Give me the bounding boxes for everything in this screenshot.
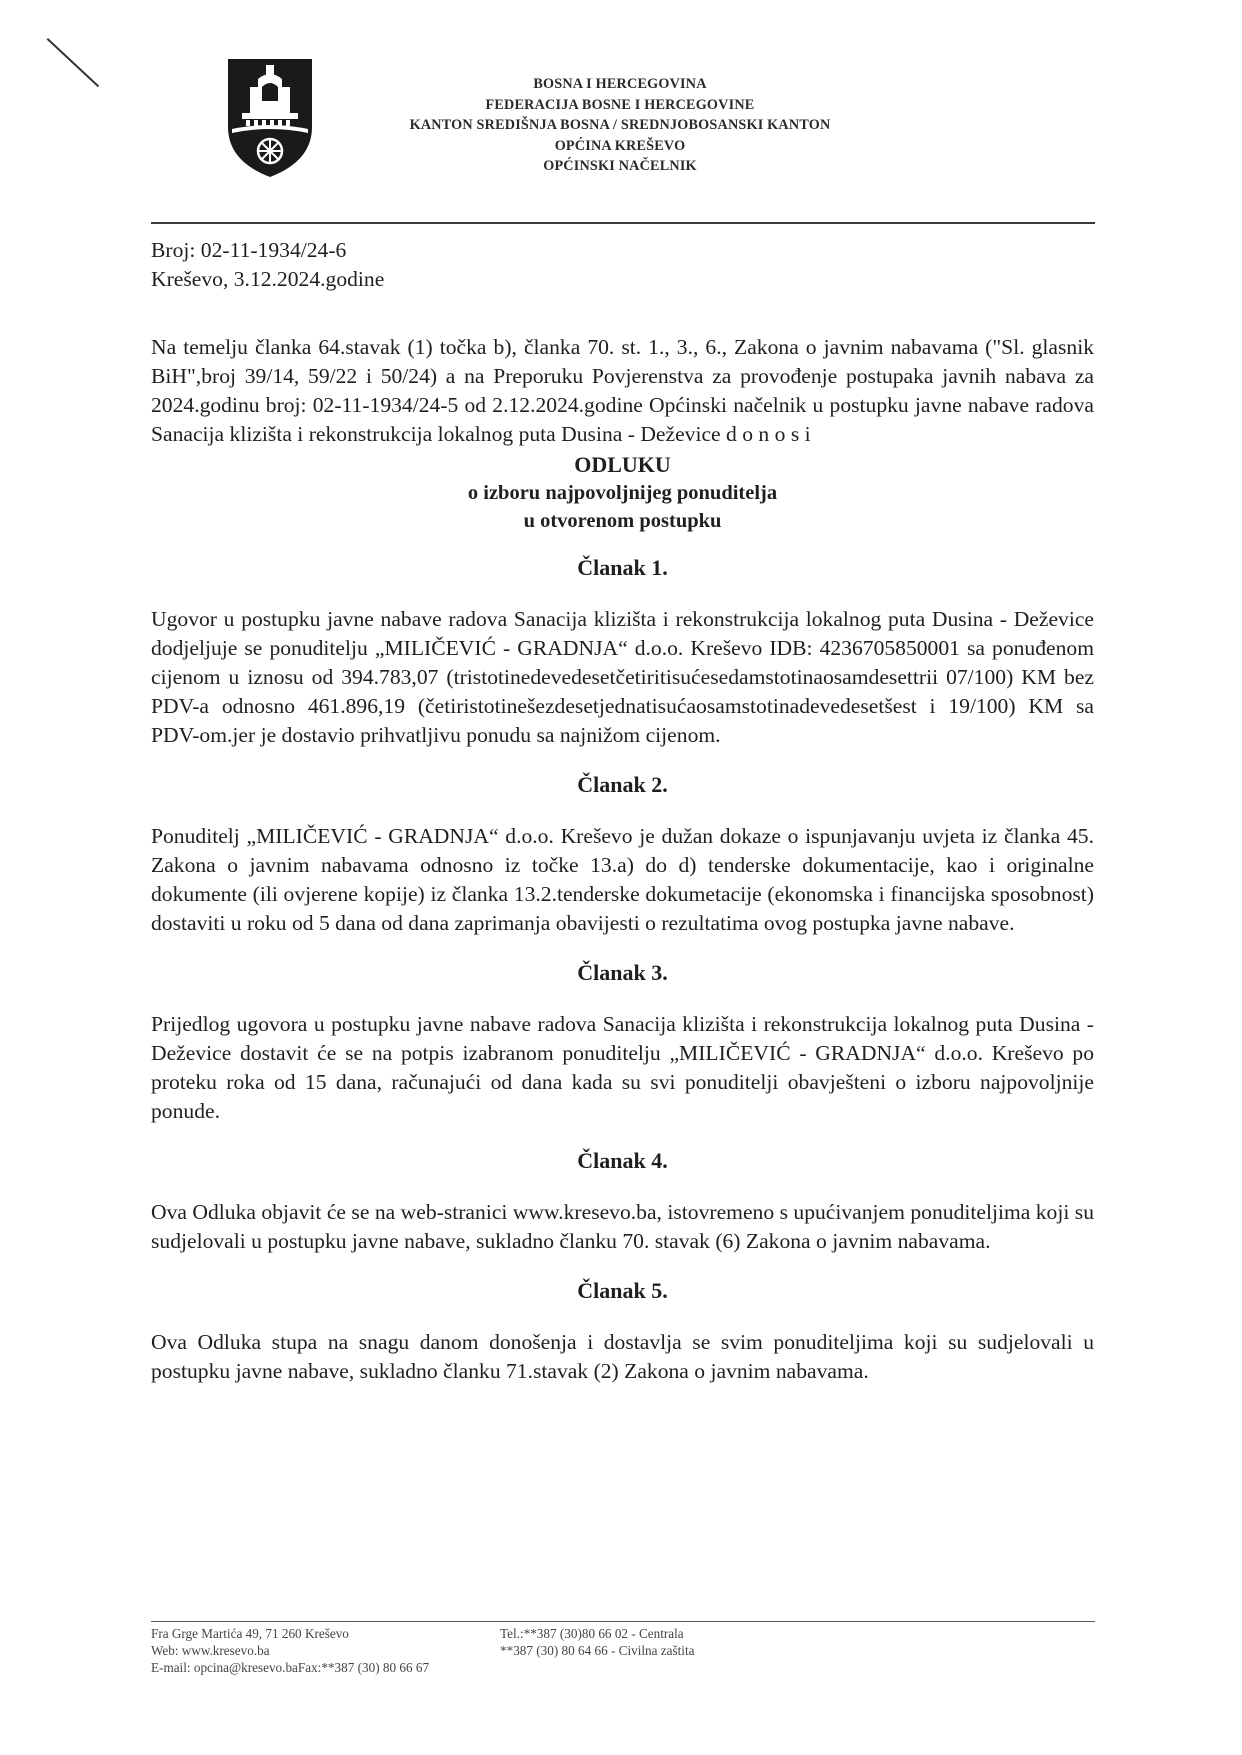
letterhead: [340, 74, 900, 177]
article-2-text: Ponuditelj „MILIČEVIĆ - GRADNJA“ d.o.o. Kreševo je dužan dokaze o ispunjavanju uvjeta iz članka 45. Zakona o javnim nabavama odnosno iz točke 13.a) do d) tenderske dokumentacije, kao i originalne dokumente (ili ovjerene kopije) iz članka 13.2.tenderske dokumetacije (ekonomska i financijska sposobnost) dostaviti u roku od 5 dana od dana zaprimanja obavijesti o rezultatima ovog postupka javne nabave.: [151, 824, 1094, 935]
scan-mark: [47, 38, 100, 87]
article-3-heading: Članak 3.: [577, 960, 668, 985]
decision-title: ODLUKU: [574, 452, 671, 477]
letterhead-country: BOSNA I HERCEGOVINA: [533, 76, 707, 92]
article-5-heading: Članak 5.: [577, 1278, 668, 1303]
place-date: Kreševo, 3.12.2024.godine: [151, 267, 385, 291]
decision-subtitle-1: o izboru najpovoljnijeg ponuditelja: [467, 482, 778, 504]
letterhead-canton: KANTON SREDIŠNJA BOSNA / SREDNJOBOSANSKI KANTON: [409, 117, 831, 133]
footer-contact-left: [151, 1625, 429, 1676]
article-4-heading: Članak 4.: [577, 1148, 668, 1173]
article-5-text: Ova Odluka stupa na snagu danom donošenja i dostavlja se svim ponuditeljima koji su sudjelovali u postupku javne nabave, sukladno članku 71.stavak (2) Zakona o javnim nabavama.: [151, 1330, 1094, 1383]
article-1-text: Ugovor u postupku javne nabave radova Sanacija klizišta i rekonstrukcija lokalnog puta Dusina - Deževice dodjeljuje se ponuditelju „MILIČEVIĆ - GRADNJA“ d.o.o. Kreševo IDB: 4236705850001 sa ponuđenom cijenom u iznosu od 394.783,07 (tristotinedevedesetčetiritisućesedamstotinaosamdesettrii 07/100) KM bez PDV-a odnosno 461.896,19 (četiristotinešezdesetjednatisućaosamstotinadevedesetšest i 19/100) KM sa PDV-om.jer je dostavio prihvatljivu ponudu sa najnižom cijenom.: [151, 607, 1094, 747]
intro-paragraph: Na temelju članka 64.stavak (1) točka b), članka 70. st. 1., 3., 6., Zakona o javnim nabavama ("Sl. glasnik BiH",broj 39/14, 59/22 i 50/24) a na Preporuku Povjerenstva za provođenje postupaka javnih nabava za 2024.godinu broj: 02-11-1934/24-5 od 2.12.2024.godine Općinski načelnik u postupku javne nabave radova Sanacija klizišta i rekonstrukcija lokalnog puta Dusina - Deževice d o n o s i: [151, 335, 1094, 446]
article-2-heading: Članak 2.: [577, 772, 668, 797]
reference-number: Broj: 02-11-1934/24-6: [151, 238, 347, 262]
footer-contact-right: [500, 1625, 694, 1659]
letterhead-municipality: OPĆINA KREŠEVO: [554, 137, 686, 154]
letterhead-federation: FEDERACIJA BOSNE I HERCEGOVINE: [485, 96, 755, 113]
article-1-heading: Članak 1.: [577, 555, 668, 580]
footer-divider: [151, 1621, 1095, 1622]
footer-tel-civil: **387 (30) 80 64 66 - Civilna zaštita: [500, 1643, 695, 1658]
letterhead-office: OPĆINSKI NAČELNIK: [543, 158, 697, 174]
article-4-text: Ova Odluka objavit će se na web-stranici www.kresevo.ba, istovremeno s upućivanjem ponuditeljima koji su sudjelovali u postupku javne nabave, sukladno članku 70. stavak (6) Zakona o javnim nabavama.: [151, 1200, 1094, 1253]
footer-web: Web: www.kresevo.ba: [151, 1643, 270, 1658]
header-divider: [151, 222, 1095, 224]
document-body: [151, 236, 1094, 1386]
footer-email-fax: E-mail: opcina@kresevo.baFax:**387 (30) 80 66 67: [151, 1660, 430, 1675]
decision-subtitle-2: u otvorenom postupku: [523, 510, 722, 532]
footer-tel-central: Tel.:**387 (30)80 66 02 - Centrala: [500, 1626, 684, 1641]
article-3-text: Prijedlog ugovora u postupku javne nabave radova Sanacija klizišta i rekonstrukcija lokalnog puta Dusina - Deževice dostavit će se na potpis izabranom ponuditelju „MILIČEVIĆ - GRADNJA“ d.o.o. Kreševo po proteku roka od 15 dana, računajući od dana kada su svi ponuditelji obavješteni o izboru najpovoljnije ponude.: [151, 1012, 1094, 1123]
municipal-coat-of-arms-icon: [226, 57, 314, 179]
footer-address: Fra Grge Martića 49, 71 260 Kreševo: [151, 1626, 349, 1641]
